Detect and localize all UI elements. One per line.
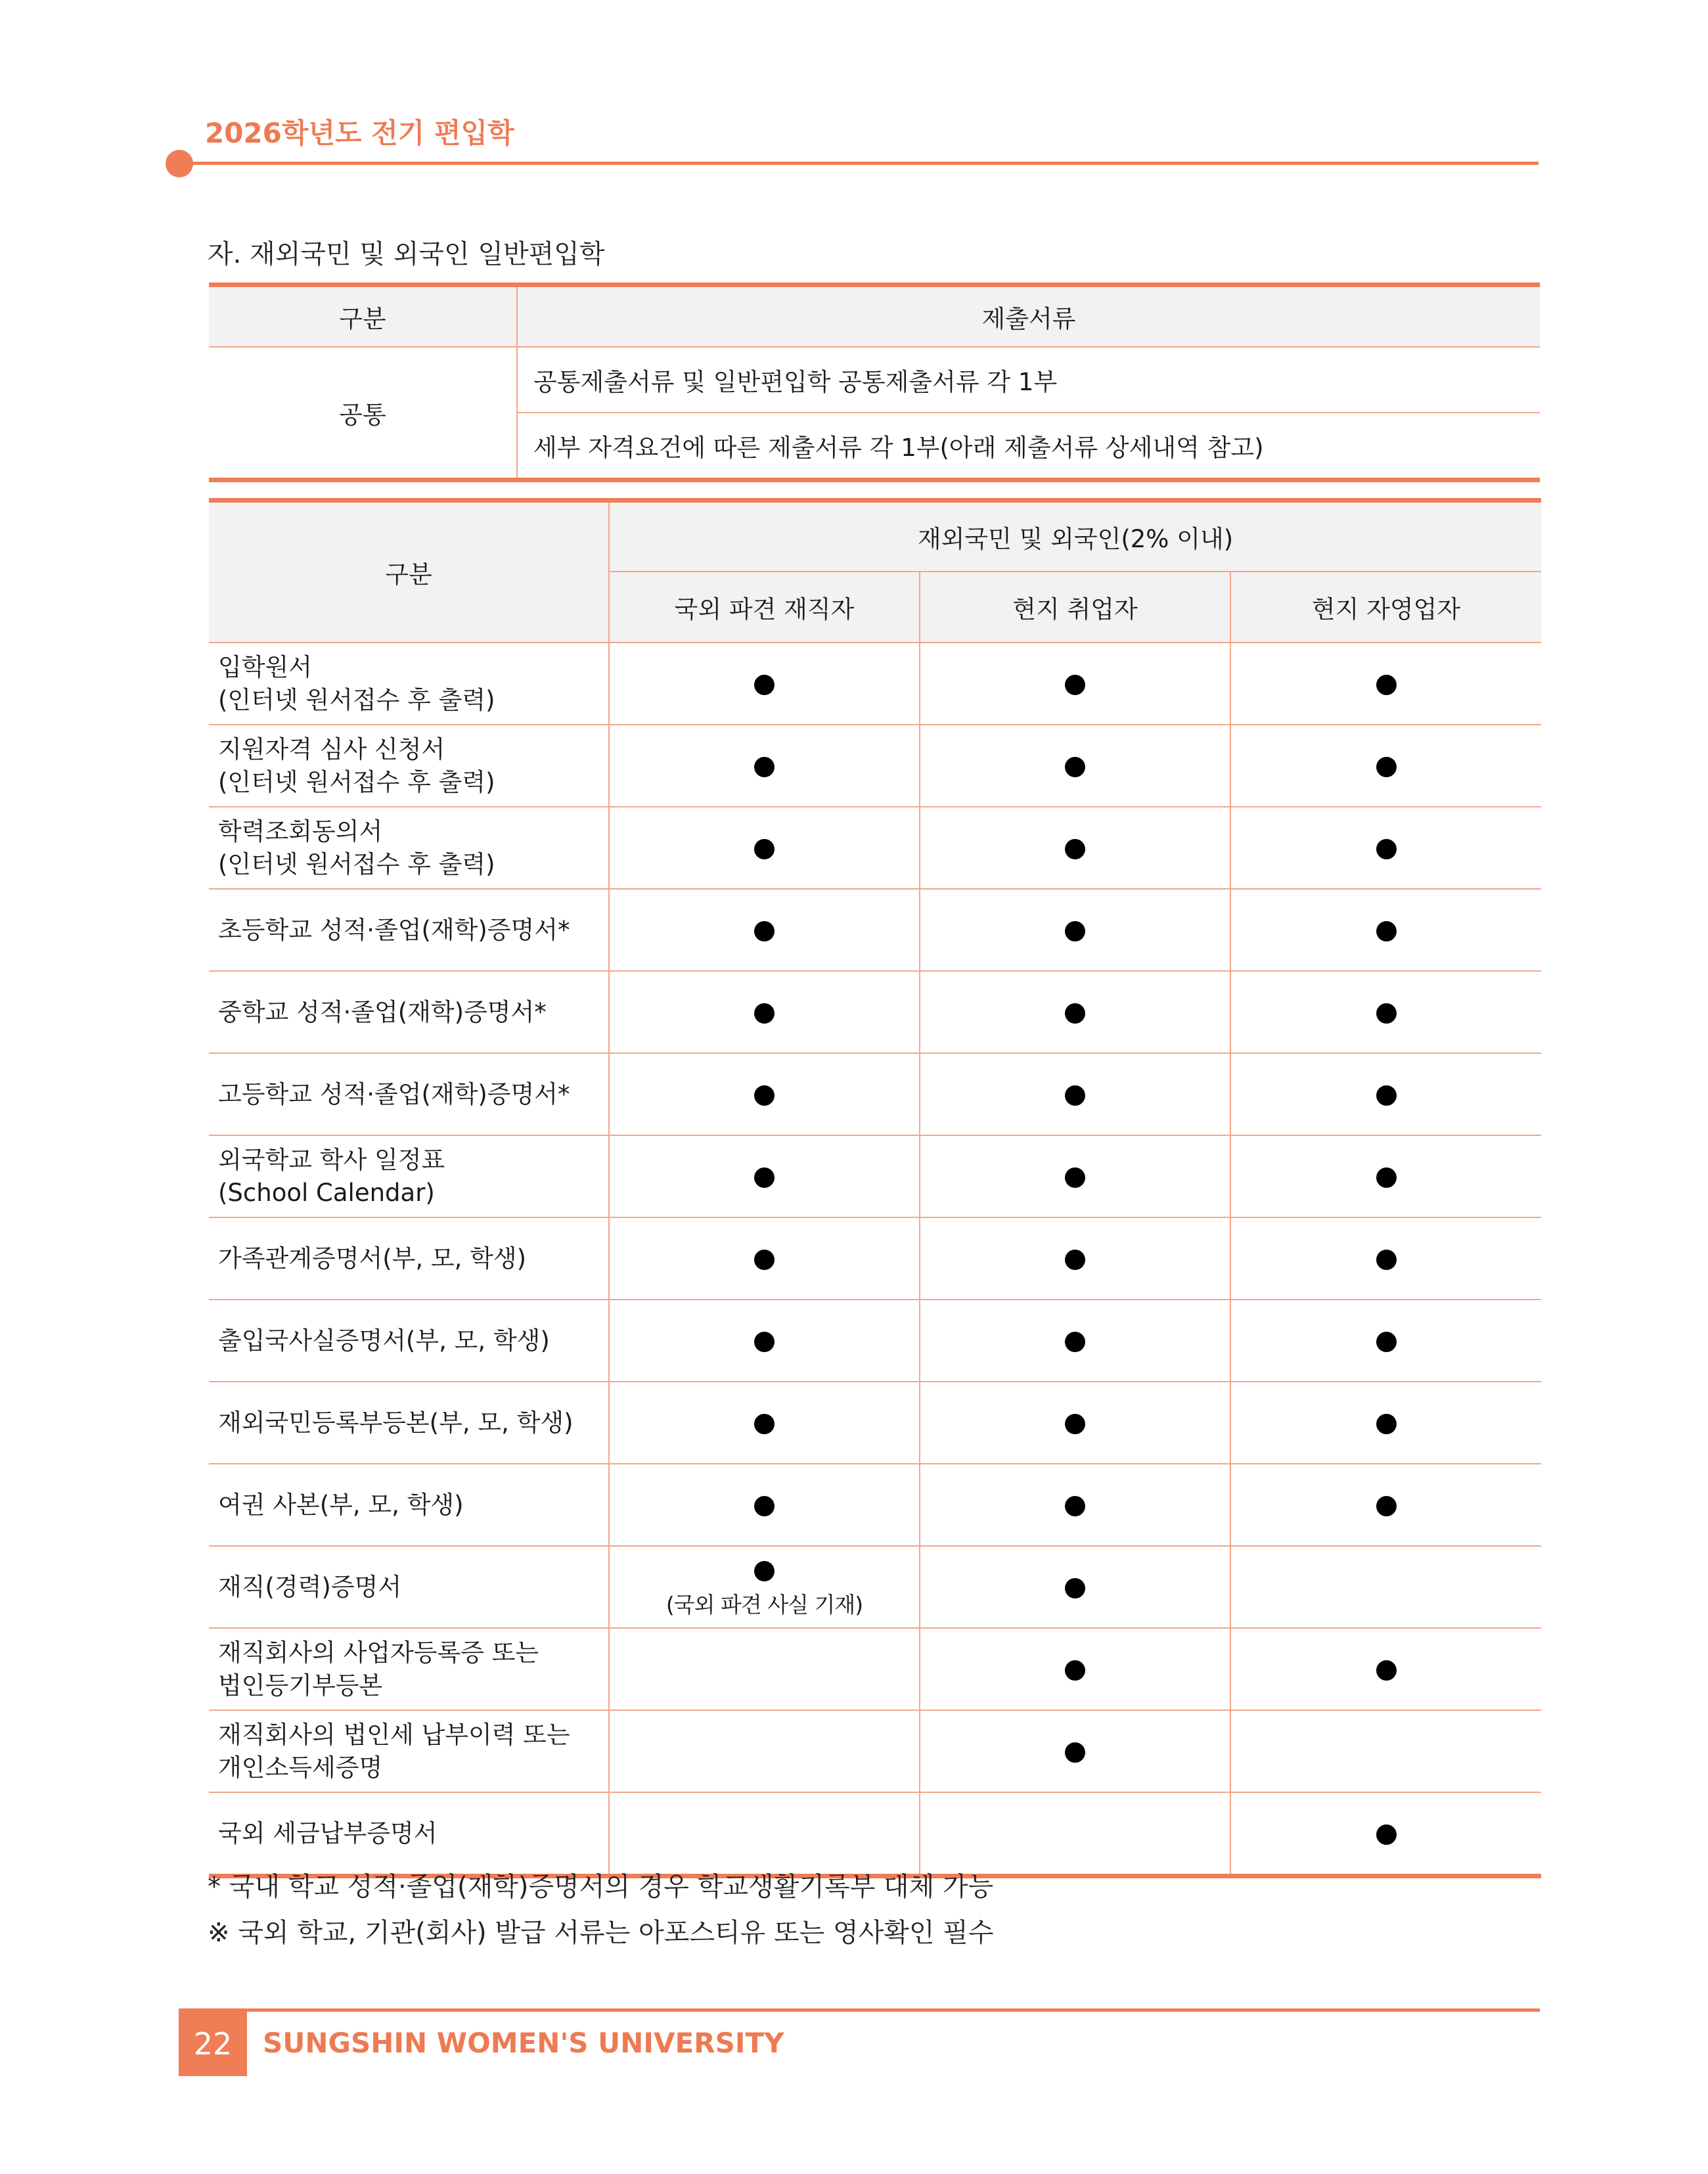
row-label-line: 입학원서 [218, 652, 312, 681]
mark-cell [609, 889, 920, 971]
mark-cell [920, 889, 1230, 971]
row-label [209, 643, 609, 725]
bullet-dot-icon [1065, 1660, 1085, 1681]
bullet-dot-icon [754, 1414, 775, 1434]
mark-cell [920, 1217, 1230, 1300]
bullet-dot-icon [754, 1003, 775, 1024]
footnote-asterisk: * 국내 학교 성적·졸업(재학)증명서의 경우 학교생활기록부 대체 가능 [208, 1872, 994, 1902]
mark-cell [920, 643, 1230, 725]
mark-cell [920, 971, 1230, 1053]
row-label [209, 1464, 609, 1546]
table-row [209, 1300, 1541, 1382]
mark-cell [609, 1382, 920, 1464]
table-row [209, 1710, 1541, 1792]
bullet-dot-icon [1376, 1003, 1397, 1024]
document-header-title: 2026학년도 전기 편입학 [205, 117, 514, 149]
bullet-dot-icon [754, 1250, 775, 1270]
table2-header-category: 구분 [209, 501, 609, 643]
mark-cell [609, 725, 920, 807]
row-label [209, 1546, 609, 1628]
table2-group-header: 재외국민 및 외국인(2% 이내) [609, 501, 1541, 572]
bullet-dot-icon [1376, 757, 1397, 777]
table-row [209, 1546, 1541, 1628]
mark-cell [920, 725, 1230, 807]
footer-university-name: SUNGSHIN WOMEN'S UNIVERSITY [263, 2027, 784, 2059]
row-label [209, 1792, 609, 1876]
page-number: 22 [179, 2012, 247, 2076]
row-label-line: 중학교 성적·졸업(재학)증명서* [218, 997, 547, 1026]
row-label [209, 725, 609, 807]
table-row [209, 889, 1541, 971]
row-label-line: 출입국사실증명서(부, 모, 학생) [218, 1326, 550, 1355]
footnote-reference: ※ 국외 학교, 기관(회사) 발급 서류는 아포스티유 또는 영사확인 필수 [208, 1918, 994, 1948]
row-label-line: 여권 사본(부, 모, 학생) [218, 1490, 464, 1519]
mark-cell [1230, 1300, 1541, 1382]
bullet-dot-icon [754, 757, 775, 777]
bullet-dot-icon [754, 1167, 775, 1188]
table2-col-header: 현지 자영업자 [1230, 572, 1541, 643]
bullet-dot-icon [1065, 921, 1085, 941]
mark-cell [609, 1300, 920, 1382]
table-row [209, 643, 1541, 725]
table2-col-header: 국외 파견 재직자 [609, 572, 920, 643]
bullet-dot-icon [1065, 1496, 1085, 1516]
row-label-line: (인터넷 원서접수 후 출력) [218, 685, 495, 714]
bullet-dot-icon [1065, 1250, 1085, 1270]
row-label-line: (인터넷 원서접수 후 출력) [218, 849, 495, 878]
mark-cell [609, 1464, 920, 1546]
bullet-dot-icon [1376, 675, 1397, 695]
bullet-dot-icon [1065, 675, 1085, 695]
table-row [209, 1628, 1541, 1710]
bullet-dot-icon [1065, 1332, 1085, 1352]
mark-cell [609, 1217, 920, 1300]
table-row [209, 1382, 1541, 1464]
mark-cell [609, 1135, 920, 1217]
bullet-dot-icon [1376, 1085, 1397, 1106]
mark-cell [920, 1053, 1230, 1135]
bullet-dot-icon [1065, 1085, 1085, 1106]
mark-cell [920, 1464, 1230, 1546]
bullet-dot-icon [1065, 1578, 1085, 1598]
row-label-line: 재직(경력)증명서 [218, 1572, 402, 1601]
bullet-dot-icon [1376, 921, 1397, 941]
table2-col-header: 현지 취업자 [920, 572, 1230, 643]
table-row [209, 807, 1541, 889]
bullet-dot-icon [754, 1561, 775, 1581]
row-label [209, 889, 609, 971]
mark-cell [1230, 807, 1541, 889]
bullet-dot-icon [1376, 1414, 1397, 1434]
row-label [209, 1710, 609, 1792]
mark-cell [1230, 643, 1541, 725]
mark-cell [1230, 1135, 1541, 1217]
table1-row-label: 공통 [209, 347, 517, 480]
mark-cell [1230, 1792, 1541, 1876]
row-label-line: 초등학교 성적·졸업(재학)증명서* [218, 915, 570, 944]
bullet-dot-icon [1065, 1003, 1085, 1024]
mark-cell [609, 643, 920, 725]
mark-cell [1230, 1628, 1541, 1710]
mark-cell [1230, 889, 1541, 971]
bullet-dot-icon [754, 1085, 775, 1106]
row-label [209, 1628, 609, 1710]
bullet-dot-icon [1065, 1167, 1085, 1188]
mark-cell [1230, 1217, 1541, 1300]
bullet-dot-icon [1065, 1742, 1085, 1763]
mark-cell [920, 1792, 1230, 1876]
mark-cell [1230, 1382, 1541, 1464]
mark-cell [609, 1792, 920, 1876]
row-label-line: 가족관계증명서(부, 모, 학생) [218, 1244, 527, 1273]
row-label-line: 지원자격 심사 신청서 [218, 735, 445, 763]
table-row [209, 1792, 1541, 1876]
table1-header-category: 구분 [209, 285, 517, 348]
table-row [209, 725, 1541, 807]
mark-cell [1230, 1053, 1541, 1135]
mark-cell [609, 971, 920, 1053]
bullet-dot-icon [1376, 1167, 1397, 1188]
mark-cell [920, 1628, 1230, 1710]
bullet-dot-icon [1065, 839, 1085, 859]
mark-cell [920, 1546, 1230, 1628]
bullet-dot-icon [1376, 1824, 1397, 1845]
bullet-dot-icon [1376, 1660, 1397, 1681]
bullet-dot-icon [1376, 839, 1397, 859]
mark-cell [609, 1546, 920, 1628]
mark-cell [1230, 1710, 1541, 1792]
cell-note: (국외 파견 사실 기재) [665, 1591, 863, 1618]
bullet-dot-icon [754, 675, 775, 695]
row-label-line: 재직회사의 법인세 납부이력 또는 [218, 1720, 570, 1749]
row-label [209, 1135, 609, 1217]
table-row [209, 971, 1541, 1053]
bullet-dot-icon [754, 921, 775, 941]
mark-cell [609, 1710, 920, 1792]
bullet-dot-icon [1065, 1414, 1085, 1434]
bullet-dot-icon [1065, 757, 1085, 777]
table-row [209, 1053, 1541, 1135]
row-label-line: 재외국민등록부등본(부, 모, 학생) [218, 1408, 573, 1437]
detailed-documents-table [209, 498, 1541, 1878]
table1-header-documents: 제출서류 [517, 285, 1540, 348]
row-label-line: (인터넷 원서접수 후 출력) [218, 767, 495, 796]
row-label [209, 971, 609, 1053]
row-label-line: 고등학교 성적·졸업(재학)증명서* [218, 1079, 570, 1108]
mark-cell [1230, 971, 1541, 1053]
row-label-line: 국외 세금납부증명서 [218, 1819, 438, 1847]
row-label [209, 1382, 609, 1464]
bullet-dot-icon [1376, 1332, 1397, 1352]
mark-cell [920, 1710, 1230, 1792]
table-row [209, 1464, 1541, 1546]
bullet-dot-icon [754, 839, 775, 859]
table1-doc-item: 세부 자격요건에 따른 제출서류 각 1부(아래 제출서류 상세내역 참고) [533, 434, 1264, 462]
section-title: 자. 재외국민 및 외국인 일반편입학 [208, 239, 605, 269]
bullet-dot-icon [1376, 1496, 1397, 1516]
common-documents-table [209, 283, 1540, 482]
mark-cell [920, 1300, 1230, 1382]
row-label-line: 개인소득세증명 [218, 1753, 383, 1782]
bullet-dot-icon [754, 1332, 775, 1352]
row-label-line: 재직회사의 사업자등록증 또는 [218, 1638, 539, 1667]
mark-cell [609, 1053, 920, 1135]
table-row [209, 1217, 1541, 1300]
row-label [209, 1300, 609, 1382]
table1-doc-item: 공통제출서류 및 일반편입학 공통제출서류 각 1부 [517, 347, 1540, 413]
mark-cell [609, 807, 920, 889]
footer-divider [179, 2008, 1540, 2012]
mark-cell [920, 1135, 1230, 1217]
mark-cell [920, 1382, 1230, 1464]
mark-cell [1230, 1464, 1541, 1546]
bullet-dot-icon [754, 1496, 775, 1516]
mark-cell [609, 1628, 920, 1710]
table-row [209, 1135, 1541, 1217]
row-label-line: (School Calendar) [218, 1178, 435, 1207]
row-label [209, 807, 609, 889]
mark-cell [920, 807, 1230, 889]
header-divider [179, 162, 1539, 165]
bullet-dot-icon [1376, 1250, 1397, 1270]
row-label-line: 학력조회동의서 [218, 817, 383, 846]
row-label [209, 1053, 609, 1135]
row-label-line: 법인등기부등본 [218, 1671, 383, 1700]
mark-cell [1230, 1546, 1541, 1628]
row-label [209, 1217, 609, 1300]
row-label-line: 외국학교 학사 일정표 [218, 1145, 445, 1174]
mark-cell [1230, 725, 1541, 807]
